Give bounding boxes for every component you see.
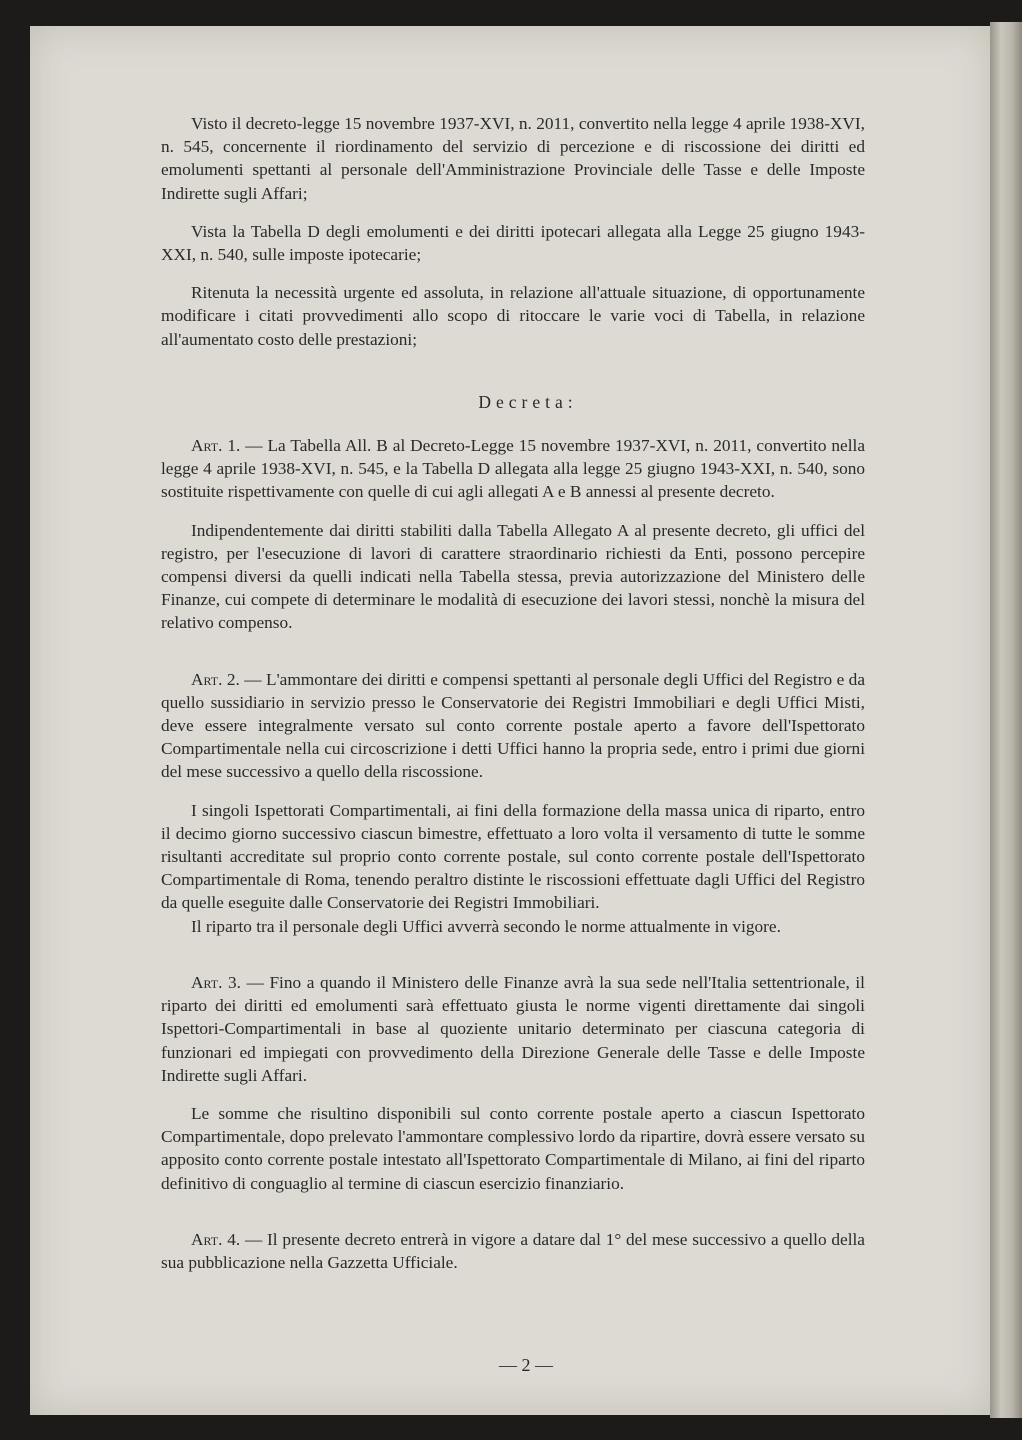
article-3-label: Art. 3. [191,972,241,992]
article-2-label: Art. 2. [191,669,240,689]
article-2-paragraph-3: Il riparto tra il personale degli Uffici avverrà secondo le norme attualmente in vigore. [191,916,781,936]
article-4 [161,1228,865,1274]
article-1-label: Art. 1. [191,436,241,456]
article-3-text: — Fino a quando il Ministero delle Finanze avrà la sua sede nell'Italia settentrionale, il riparto dei diritti ed emolumenti sarà effettuato giusta le norme vigenti direttamente dai singoli Ispettori-Compartimentali in base al quoziente unitario determinato per ciascuna categoria di funzionari ed impiegati con provvedimento della Direzione Generale delle Tasse e delle Imposte Indirette sugli Affari. [161,972,865,1085]
article-2-text: — L'ammontare dei diritti e compensi spettanti al personale degli Uffici del Registro e da quello sussidiario in servizio presso le Conservatorie dei Registri Immobiliari e degli Uffici Misti, deve essere integralmente versato sul conto corrente postale aperto a favore dell'Ispettorato Compartimentale nella cui circoscrizione i detti Uffici hanno la propria sede, entro i primi due giorni del mese successivo a quello della riscossione. [161,669,865,782]
paragraph-vista-tabella: Vista la Tabella D degli emolumenti e dei diritti ipotecari allegata alla Legge 25 giugno 1943-XXI, n. 540, sulle imposte ipotecarie; [161,221,865,265]
paragraph-ritenuta: Ritenuta la necessità urgente ed assoluta, in relazione all'attuale situazione, di opportunamente modificare i citati provvedimenti allo scopo di ritoccare le varie voci di Tabella, in relazione all'aumentato costo delle prestazioni; [161,283,865,349]
decreta-heading: Decreta: [478,391,578,412]
article-4-label: Art. 4. [191,1229,241,1249]
article-1-paragraph-2: Indipendentemente dai diritti stabiliti dalla Tabella Allegato A al presente decreto, gli uffici del registro, per l'esecuzione di lavori di carattere straordinario richiesti da Enti, possono percepire compensi diversi da quelli indicati nella Tabella stessa, previa autorizzazione del Ministero delle Finanze, cui compete di determinare le modalità di esecuzione dei lavori stessi, nonchè la misura del relativo compenso. [161,520,865,633]
article-3-paragraph-2: Le somme che risultino disponibili sul conto corrente postale aperto a ciascun Ispettorato Compartimentale, dopo prelevato l'ammontare complessivo lordo da ripartire, dovrà essere versato su apposito conto corrente postale intestato all'Ispettorato Compartimentale di Milano, ai fini del riparto definitivo di conguaglio al termine di ciascun esercizio finanziario. [161,1103,865,1193]
article-1-text: — La Tabella All. B al Decreto-Legge 15 novembre 1937-XVI, n. 2011, convertito nella legge 4 aprile 1938-XVI, n. 545, e la Tabella D allegata alla legge 25 giugno 1943-XXI, n. 540, sono sostituite rispettivamente con quelle di cui agli allegati A e B annessi al presente decreto. [161,436,865,502]
page-edge [990,22,1022,1418]
article-4-text: — Il presente decreto entrerà in vigore a datare dal 1° del mese successivo a quello della sua pubblicazione nella Gazzetta Ufficiale. [161,1229,865,1272]
article-2-paragraph-2: I singoli Ispettorati Compartimentali, ai fini della formazione della massa unica di riparto, entro il decimo giorno successivo ciascun bimestre, effettuato a loro volta il versamento di tutte le somme risultanti accreditate sul proprio conto corrente postale, sul conto corrente postale dell'Ispettorato Compartimentale di Roma, tenendo peraltro distinte le riscossioni effettuate dagli Uffici del Registro da quelle eseguite dalle Conservatorie dei Registri Immobiliari. [161,800,865,913]
article-3 [161,971,865,1087]
document-body [161,112,865,1289]
page-number: — 2 — [499,1355,553,1375]
article-2 [161,668,865,784]
article-1 [161,434,865,504]
paragraph-visto-decreto: Visto il decreto-legge 15 novembre 1937-XVI, n. 2011, convertito nella legge 4 aprile 1938-XVI, n. 545, concernente il riordinamento del servizio di percezione e di riscossione dei diritti ed emolumenti spettanti al personale dell'Amministrazione Provinciale delle Tasse e delle Imposte Indirette sugli Affari; [161,114,865,203]
